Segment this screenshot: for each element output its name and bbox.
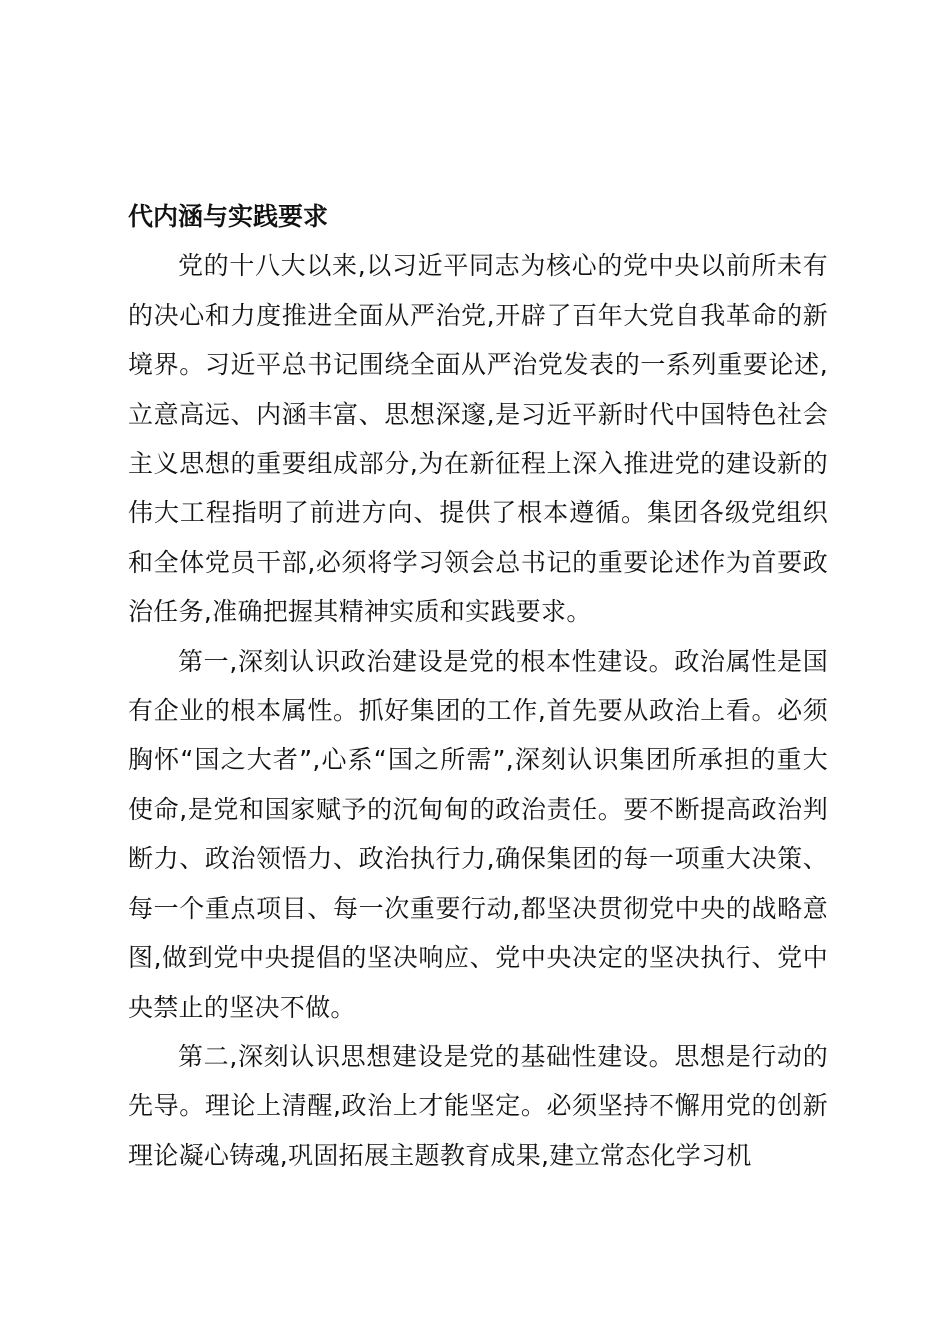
paragraph-ideological-building: 第二,深刻认识思想建设是党的基础性建设。思想是行动的先导。理论上清醒,政治上才能坚定。必须坚持不懈用党的创新理论凝心铸魂,巩固拓展主题教育成果,建立常态化学习机 bbox=[128, 1041, 828, 1170]
paragraph-intro: 党的十八大以来,以习近平同志为核心的党中央以前所未有的决心和力度推进全面从严治党,开辟了百年大党自我革命的新境界。习近平总书记围绕全面从严治党发表的一系列重要论述,立意高远、内涵丰富、思想深邃,是习近平新时代中国特色社会主义思想的重要组成部分,为在新征程上深入推进党的建设新的伟大工程指明了前进方向、提供了根本遵循。集团各级党组织和全体党员干部,必须将学习领会总书记的重要论述作为首要政治任务,准确把握其精神实质和实践要求。 bbox=[128, 251, 828, 627]
section-heading: 代内涵与实践要求 bbox=[128, 202, 329, 231]
document-body bbox=[128, 192, 828, 1180]
paragraph-political-building: 第一,深刻认识政治建设是党的根本性建设。政治属性是国有企业的根本属性。抓好集团的工作,首先要从政治上看。必须胸怀“国之大者”,心系“国之所需”,深刻认识集团所承担的重大使命,是党和国家赋予的沉甸甸的政治责任。要不断提高政治判断力、政治领悟力、政治执行力,确保集团的每一项重大决策、每一个重点项目、每一次重要行动,都坚决贯彻党中央的战略意图,做到党中央提倡的坚决响应、党中央决定的坚决执行、党中央禁止的坚决不做。 bbox=[128, 646, 828, 1022]
